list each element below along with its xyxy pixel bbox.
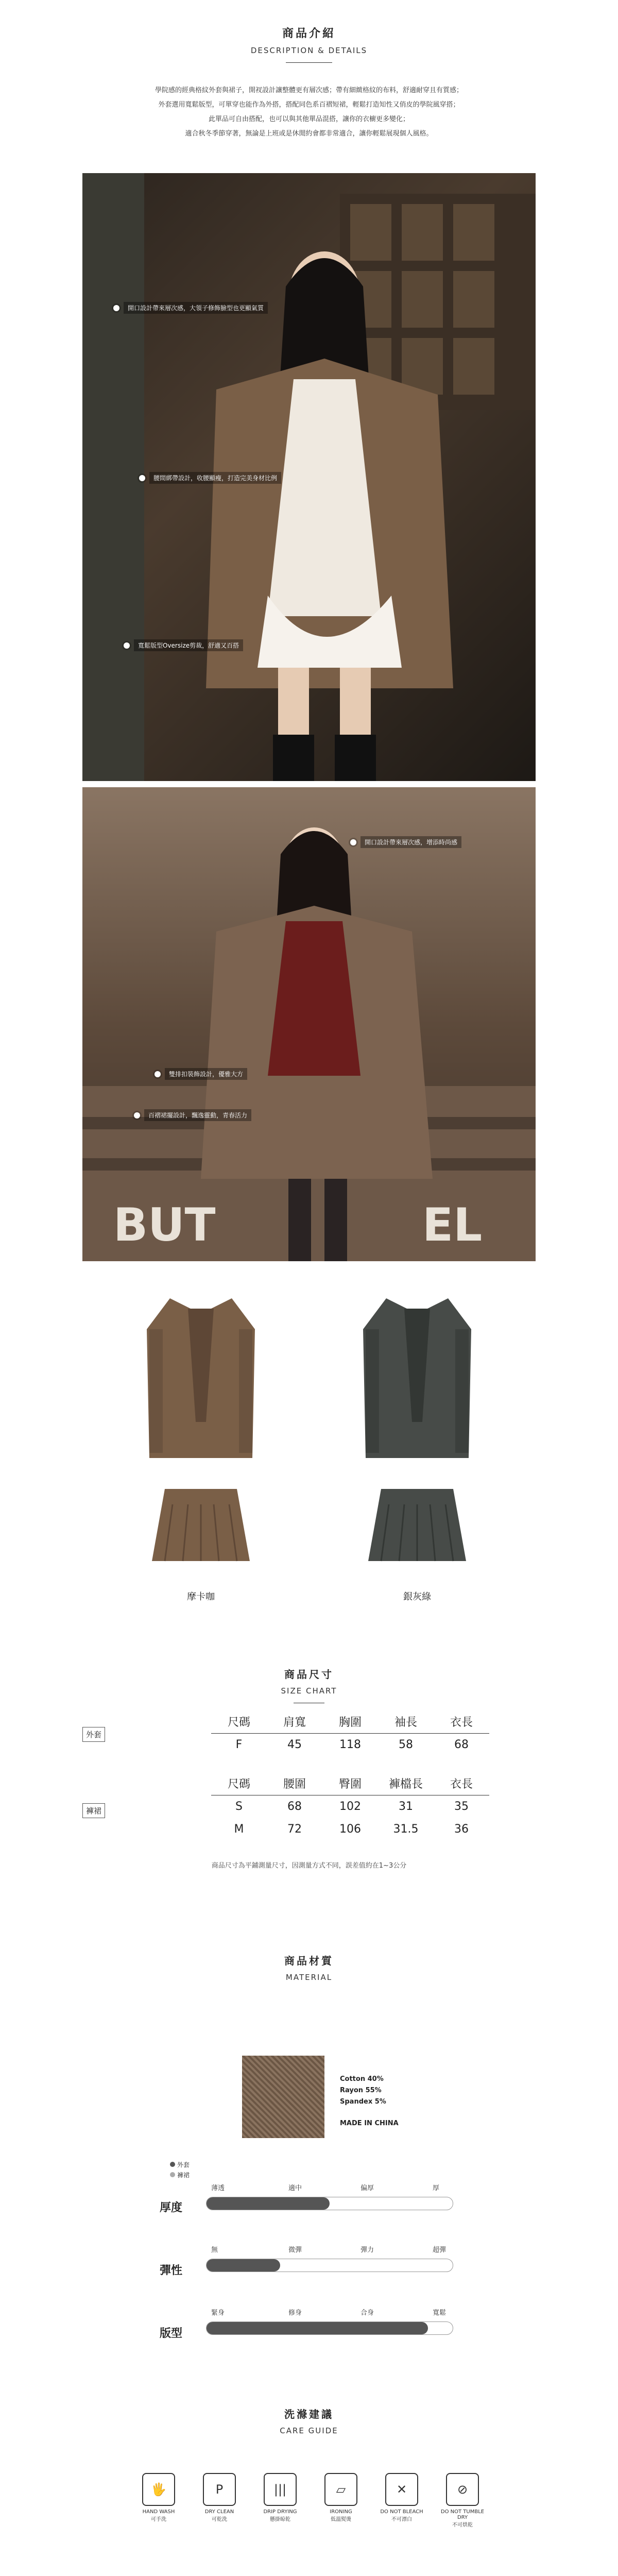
no-bleach-icon: ✕	[385, 2473, 418, 2506]
care-label-zh: 不可烘乾	[452, 2522, 473, 2528]
annotation-1b: 腰間綁帶設計，收腰顯瘦，打造完美身材比例	[139, 472, 281, 484]
size-chart-subtitle: SIZE CHART	[281, 1686, 337, 1696]
fit-level-fill	[207, 2322, 428, 2334]
hand-wash-care-item	[135, 2473, 182, 2522]
drip-dry-icon: |||	[264, 2473, 297, 2506]
fit-bar	[206, 2321, 453, 2335]
color-label-green: 銀灰綠	[403, 1591, 431, 1602]
thickness-label: 厚度	[160, 2201, 183, 2214]
annotation-2b: 雙排扣裝飾設計，優雅大方	[154, 1068, 247, 1080]
color-label-mocha: 摩卡咖	[187, 1591, 215, 1602]
annotation-1c: 寬鬆版型Oversize剪裁，舒適又百搭	[124, 639, 243, 651]
elasticity-level-fill	[207, 2259, 280, 2272]
size-chart-title: 商品尺寸	[284, 1668, 334, 1681]
description-paragraph: 學院感的經典格紋外套與裙子，開衩設計讓整體更有層次感；帶有細緻格紋的布料，舒適耐穿且有質感； 外套選用寬鬆版型，可單穿也能作為外搭，搭配同色系百褶短裙，輕鬆打造知性又俏皮的學院風穿搭； 此單品可自由搭配，也可以與其他單品混搭，讓你的衣櫥更多變化； 適合秋冬季節穿著，無論是上班或是休閒約會都非常適合，讓你輕鬆展現個人風格。	[154, 87, 463, 138]
care-label-en: HAND WASH	[142, 2509, 175, 2515]
material-title: 商品材質	[284, 1955, 334, 1967]
iron-care-item	[317, 2473, 365, 2522]
elasticity-bar	[206, 2259, 453, 2272]
skirt-size-table: 尺碼 腰圍 臀圍 褲檔長 衣長 S 68 102 31 35 M 72 106 31.5 36	[211, 1772, 489, 1840]
care-label-zh: 低溫熨燙	[331, 2517, 351, 2522]
annotation-2c: 百褶裙擺設計，飄逸靈動，青春活力	[134, 1109, 251, 1121]
material-subtitle: MATERIAL	[285, 1973, 333, 1982]
annotation-2a: 開口設計帶來層次感，增添時尚感	[350, 836, 461, 848]
flatlay-skirt-mocha	[149, 1484, 252, 1566]
hand-wash-icon: 🖐	[142, 2473, 175, 2506]
size-chart-header	[0, 1666, 618, 1703]
no-bleach-care-item	[378, 2473, 425, 2522]
no-tumble-dry-icon: ⊘	[446, 2473, 479, 2506]
skirt-tag: 褲裙	[82, 1803, 105, 1818]
no-tumble-dry-care-item	[439, 2473, 486, 2528]
annotation-1a: 開口設計帶來層次感，大領子修飾臉型也更顯氣質	[113, 302, 268, 314]
fit-label: 版型	[160, 2327, 183, 2340]
material-composition: Cotton 40% Rayon 55% Spandex 5% MADE IN CHINA	[340, 2075, 399, 2127]
flatlay-jacket-green	[355, 1288, 479, 1473]
thickness-bar	[206, 2197, 453, 2210]
svg-text:EL: EL	[422, 1198, 483, 1251]
thickness-level-fill	[207, 2197, 330, 2210]
model-photo-2	[82, 787, 536, 1261]
fabric-swatch	[242, 2056, 324, 2138]
outer-size-table: 尺碼 肩寬 胸圍 袖長 衣長 F 45 118 58 68	[211, 1710, 489, 1756]
care-label-en: DRY CLEAN	[204, 2509, 234, 2515]
care-subtitle: CARE GUIDE	[280, 2426, 338, 2435]
drip-dry-care-item	[256, 2473, 304, 2522]
dry-clean-care-item	[196, 2473, 243, 2522]
model-photo-1	[82, 173, 536, 781]
flatlay-skirt-green	[366, 1484, 469, 1566]
description-header	[0, 25, 618, 63]
care-label-zh: 可手洗	[151, 2517, 166, 2522]
material-header	[0, 1953, 618, 1982]
size-note: 商品尺寸為平鋪測量尺寸，因測量方式不同，誤差值約在1~3公分	[211, 1862, 407, 1870]
care-label-en: DO NOT TUMBLE DRY	[440, 2509, 485, 2520]
elasticity-label: 彈性	[160, 2264, 183, 2277]
flatlay-jacket-mocha	[139, 1288, 263, 1473]
care-label-en: DRIP DRYING	[263, 2509, 297, 2515]
care-title: 洗滌建議	[284, 2408, 334, 2420]
description-title: 商品介紹	[282, 27, 336, 40]
outer-tag: 外套	[82, 1727, 105, 1742]
care-label-zh: 不可漂白	[391, 2517, 412, 2522]
material-legend: 外套 褲裙	[170, 2160, 190, 2180]
iron-icon: ▱	[324, 2473, 357, 2506]
care-label-zh: 可乾洗	[212, 2517, 227, 2522]
care-label-en: IRONING	[330, 2509, 352, 2515]
photo-2-illustration	[82, 787, 536, 1261]
dry-clean-icon: P	[203, 2473, 236, 2506]
svg-text:BUT: BUT	[113, 1198, 216, 1251]
care-label-zh: 懸掛晾乾	[270, 2517, 290, 2522]
description-subtitle: DESCRIPTION & DETAILS	[250, 46, 368, 55]
care-label-en: DO NOT BLEACH	[380, 2509, 423, 2515]
care-header	[0, 2406, 618, 2435]
